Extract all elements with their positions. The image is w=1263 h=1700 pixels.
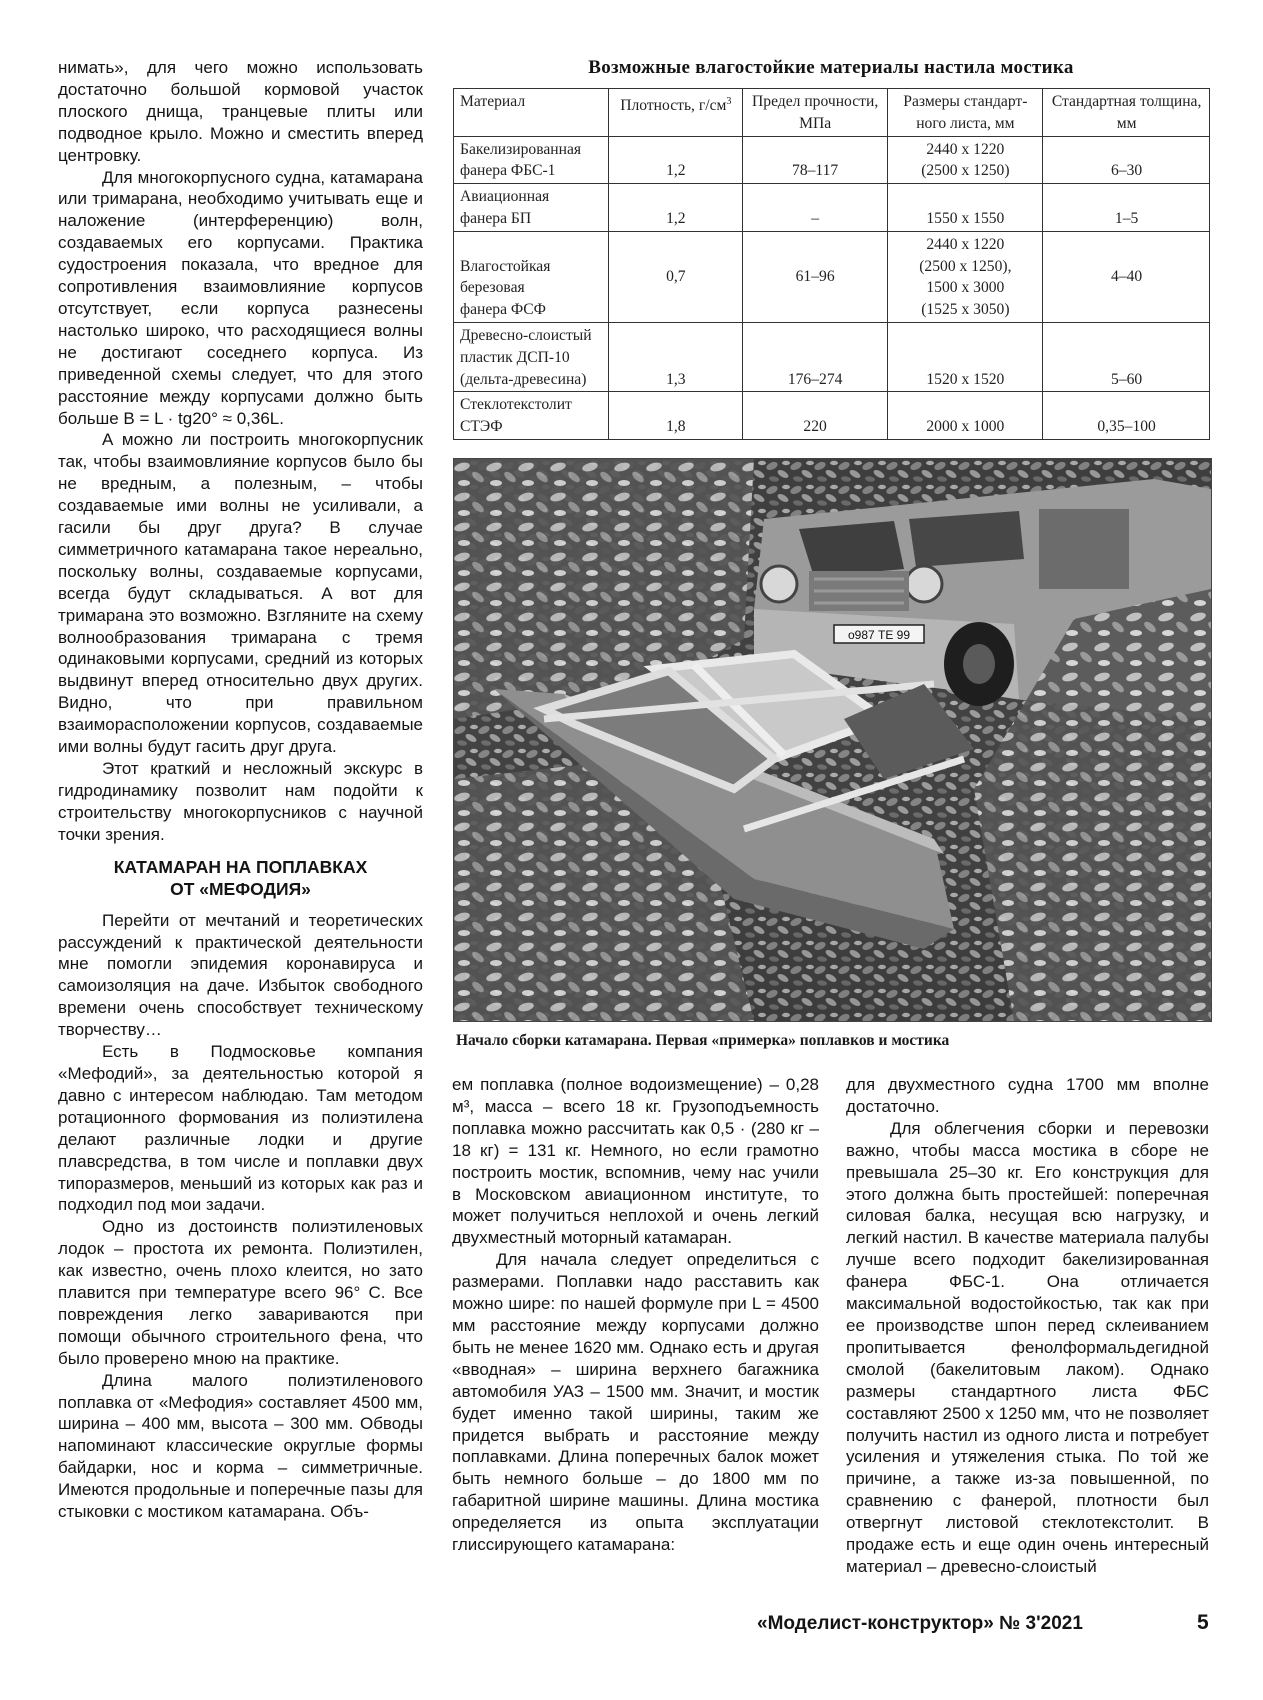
cell-thickness: 6–30: [1043, 136, 1210, 184]
header-sizes: Размеры стандарт-ного листа, мм: [887, 89, 1043, 137]
cell-thickness: 0,35–100: [1043, 392, 1210, 440]
cell-strength: 78–117: [742, 136, 887, 184]
cell-material: Влагостойкая березовая фанера ФСФ: [454, 231, 609, 322]
paragraph: Для начала следует определиться с размерами. Поплавки надо расставить как можно шире: по нашей формуле при L = 4500 мм расстояние между корпусами должно быть не менее 1620 мм. Однако есть и другая «вводная» – ширина верхнего багажника автомобиля УАЗ – 1500 мм. Значит, и мостик будет именно такой ширины, таким же придется выбрать и расстояние между поплавками. Длина поперечных балок может быть немного больше – до 1800 мм по габаритной ширине машины. Длина мостика определяется из опыта эксплуатации глиссирующего катамарана:: [452, 1250, 819, 1555]
header-density: Плотность, $г/см^3$: [608, 89, 742, 137]
magazine-footer: «Моделист-конструктор» № 3'2021: [757, 1613, 1083, 1634]
page-number: 5: [1197, 1611, 1209, 1634]
license-plate: о987 ТЕ 99: [847, 628, 911, 642]
paragraph: Для многокорпусного судна, катамарана или тримарана, необходимо учитывать еще и наложение (интерференцию) волн, создаваемых его корпусами. Практика судостроения показала, что вредное для сопротивления взаимовлияние корпусов отсутствует, если корпуса разнесены настолько широко, что расходящиеся волны не достигают соседнего корпуса. Из приведенной схемы следует, что для этого расстояние между корпусами должно быть больше B = L · tg20° ≈ 0,36L.: [58, 167, 423, 428]
cell-density: 1,3: [608, 322, 742, 391]
cell-thickness: 4–40: [1043, 231, 1210, 322]
cell-thickness: 1–5: [1043, 184, 1210, 232]
cell-strength: 220: [742, 392, 887, 440]
photo-caption: Начало сборки катамарана. Первая «примерка» поплавков и мостика: [456, 1032, 950, 1049]
section-heading-line: КАТАМАРАН НА ПОПЛАВКАХ: [113, 856, 368, 877]
table-header-row: [454, 89, 1210, 137]
paragraph: Перейти от мечтаний и теоретических рассуждений к практической деятельности мне помогли эпидемия коронавируса и самоизоляция на даче. Избыток свободного времени очень способствует техническому творчеству…: [58, 910, 423, 1040]
cell-strength: 61–96: [742, 231, 887, 322]
paragraph: Этот краткий и несложный экскурс в гидродинамику позволит нам подойти к строительству многокорпусников с научной точки зрения.: [58, 759, 423, 844]
table-row: [454, 184, 1210, 232]
table-row: [454, 231, 1210, 322]
cell-strength: –: [742, 184, 887, 232]
cell-material: Древесно-слоистый пластик ДСП-10 (дельта-древесина): [454, 322, 609, 391]
cell-sizes: 1550 x 1550: [887, 184, 1043, 232]
header-thickness: Стандартная толщина, мм: [1043, 89, 1210, 137]
right-column: [846, 1074, 1209, 1578]
table-row: [454, 136, 1210, 184]
middle-column: [452, 1074, 819, 1556]
paragraph: Одно из достоинств полиэтиленовых лодок – простота их ремонта. Полиэтилен, как известно, очень плохо клеится, но зато плавится при температуре всего 96° С. Все повреждения легко завариваются при помощи обычного строительного фена, что было проверено мною на практике.: [58, 1217, 423, 1368]
table-row: [454, 392, 1210, 440]
paragraph: А можно ли построить многокорпусник так, чтобы взаимовлияние корпусов было бы не вредным, а полезным, – чтобы создаваемые ими волны не усиливали, а гасили бы друг друга? В случае симметричного катамарана такое нереально, поскольку волны, создаваемые корпусами, всегда будут складываться. А вот для тримарана это возможно. Взгляните на схему волнообразования тримарана с тремя одинаковыми корпусами, средний из которых выдвинут вперед относительно двух других. Видно, что при правильном взаиморасположении корпусов, создаваемые ими волны будут гасить друг друга.: [58, 430, 423, 757]
paragraph: ем поплавка (полное водоизмещение) – 0,28 м³, масса – всего 18 кг. Грузоподъемность поплавка можно рассчитать как 0,5 · (280 кг – 18 кг) = 131 кг. Немного, но если грамотно построить мостик, вспомнив, чему нас учили в Московском авиационном институте, то может получиться неплохой и очень легкий двухместный моторный катамаран.: [452, 1075, 819, 1248]
cell-sizes: 2440 x 1220 (2500 x 1250): [887, 136, 1043, 184]
header-material: Материал: [454, 89, 609, 137]
cell-density: 1,2: [608, 136, 742, 184]
cell-strength: 176–274: [742, 322, 887, 391]
header-strength: Предел прочности, МПа: [742, 89, 887, 137]
cell-density: 1,2: [608, 184, 742, 232]
paragraph: Есть в Подмосковье компания «Мефодий», за деятельностью которой я давно с интересом наблюдаю. Там методом ротационного формования из полиэтилена делают различные лодки и другие плавсредства, в том числе и поплавки двух типоразмеров, меньший из которых как раз и подходил под мои задачи.: [58, 1042, 423, 1215]
materials-table: [453, 88, 1210, 440]
cell-material: Стеклотекстолит СТЭФ: [454, 392, 609, 440]
cell-sizes: 2000 x 1000: [887, 392, 1043, 440]
catamaran-photo: [453, 458, 1212, 1022]
photo-illustration: [454, 459, 1211, 1021]
left-column: [58, 57, 423, 1523]
cell-density: 0,7: [608, 231, 742, 322]
cell-material: Бакелизированная фанера ФБС-1: [454, 136, 609, 184]
section-heading: [58, 856, 423, 900]
paragraph: для двухместного судна 1700 мм вполне достаточно.: [846, 1075, 1209, 1116]
paragraph: нимать», для чего можно использовать достаточно большой кормовой участок плоского днища, транцевые плиты или подводное крыло. Можно и сместить вперед центровку.: [58, 58, 423, 165]
table-row: [454, 322, 1210, 391]
cell-material: Авиационная фанера БП: [454, 184, 609, 232]
section-heading-line: ОТ «МЕФОДИЯ»: [170, 878, 311, 899]
cell-sizes: 1520 x 1520: [887, 322, 1043, 391]
cell-density: 1,8: [608, 392, 742, 440]
table-title: Возможные влагостойкие материалы настила мостика: [588, 57, 1074, 78]
paragraph: Для облегчения сборки и перевозки важно, чтобы масса мостика в сборе не превышала 25–30 кг. Его конструкция для этого должна быть простейшей: поперечная силовая балка, несущая всю нагрузку, и легкий настил. В качестве материала палубы лучше всего подходит бакелизированная фанера ФБС-1. Она отличается максимальной водостойкостью, так как при ее производстве шпон перед склеиванием пропитывается фенолформальдегидной смолой (бакелитовым лаком). Однако размеры стандартного листа ФБС составляют 2500 х 1250 мм, что не позволяет получить настил из одного листа и потребует усиления и утяжеления стыка. По той же причине, а также из-за повышенной, по сравнению с фанерой, плотности был отвергнут листовой стеклотекстолит. В продаже есть и еще один очень интересный материал – древесно-слоистый: [846, 1118, 1209, 1576]
cell-thickness: 5–60: [1043, 322, 1210, 391]
cell-sizes: 2440 x 1220 (2500 x 1250), 1500 x 3000 (1525 x 3050): [887, 231, 1043, 322]
paragraph: Длина малого полиэтиленового поплавка от «Мефодия» составляет 4500 мм, ширина – 400 мм, высота – 300 мм. Обводы напоминают классические округлые формы байдарки, нос и корма – симметричные. Имеются продольные и поперечные пазы для стыковки с мостиком катамарана. Объ-: [58, 1370, 423, 1522]
